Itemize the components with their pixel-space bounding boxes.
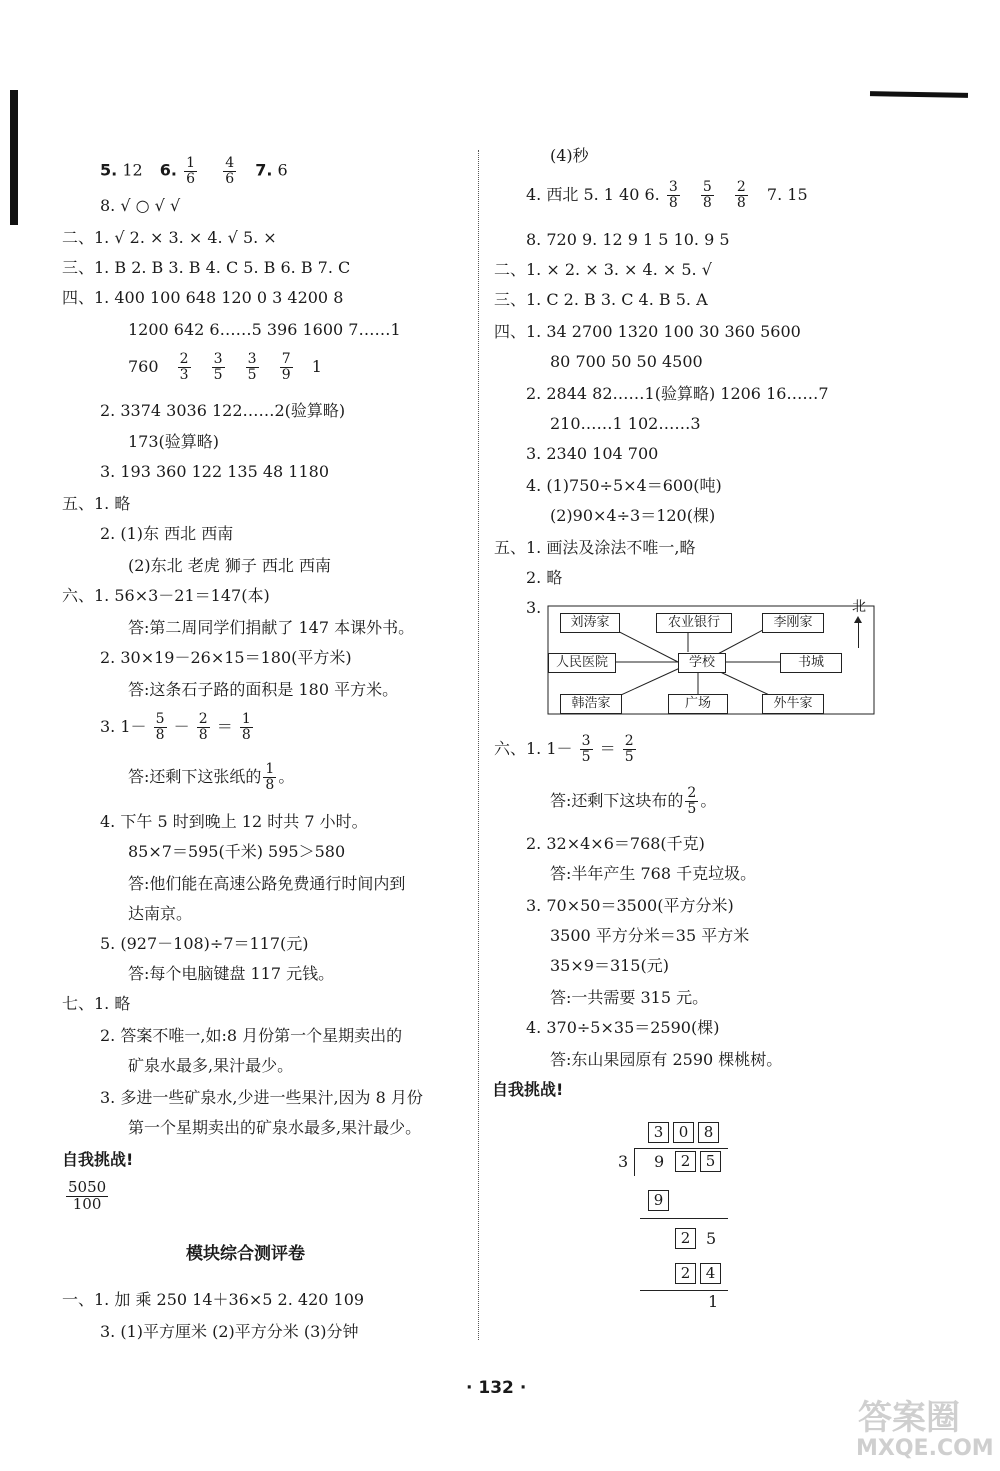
answer-line-r10: 3. 2340 104 700 [526, 444, 659, 463]
answer-line-l18: 3. 1－ $\frac{5}{8}$ － $\frac{2}{8}$ ＝ $\frac{1}{8}$ [100, 711, 251, 743]
column-divider [478, 150, 479, 1340]
item-number: 6. [159, 160, 177, 180]
answer-line-l10: 3. 193 360 122 135 48 1180 [100, 462, 330, 481]
fraction: $\frac{3}{8}$ [668, 179, 678, 211]
map-label-hospital: 人民医院 [548, 653, 616, 673]
answer-line-l19: 答:还剩下这张纸的 $\frac{1}{8}$ 。 [128, 761, 295, 793]
answer-line-r18: 2. 32×4×6＝768(千克) [526, 834, 705, 853]
self-challenge-heading-left: 自我挑战! [62, 1150, 134, 1169]
fraction: $\frac{1}{6}$ [186, 155, 195, 187]
fraction: $\frac{2}{5}$ [624, 733, 634, 765]
answer-line-r09: 210……1 102……3 [550, 414, 701, 433]
answer-line-l22: 答:他们能在高速公路免费通行时间内到 [128, 874, 406, 893]
answer-line-r20: 3. 70×50＝3500(平方分米) [526, 896, 734, 915]
fraction: $\frac{4}{6}$ [225, 155, 235, 187]
self-challenge-heading-right: 自我挑战! [492, 1080, 564, 1099]
answer-line-l12: 2. (1)东 西北 西南 [100, 524, 234, 543]
answer-line-l34: 3. (1)平方厘米 (2)平方分米 (3)分钟 [100, 1322, 359, 1341]
answer-line-l15: 答:第二周同学们捐献了 147 本课外书。 [128, 618, 415, 637]
answer-line-l07 [128, 352, 322, 382]
answer-line-l16: 2. 30×19－26×15＝180(平方米) [100, 648, 352, 667]
answer-line-l27: 2. 答案不唯一,如:8 月份第一个星期卖出的 [100, 1026, 403, 1045]
scan-mark-top-right [870, 91, 968, 98]
digit-box: 8 [698, 1122, 719, 1143]
answer-line-r17: 答:还剩下这块布的 $\frac{2}{5}$ 。 [550, 785, 717, 817]
answer-line-r15: 3. [526, 598, 542, 617]
answer-line-l28: 矿泉水最多,果汁最少。 [128, 1056, 294, 1075]
answer-line-r13: 五、1. 画法及涂法不唯一,略 [494, 538, 696, 557]
fraction: $\frac{3}{5}$ [247, 351, 257, 383]
watermark-site: MXQE.COM [856, 1436, 994, 1461]
map-label-waipo: 外牛家 [762, 694, 824, 714]
fraction: $\frac{5050}{100}$ [68, 1178, 107, 1213]
answer-line-r02: 4. 西北 5. 1 40 6. $\frac{3}{8}$ $\frac{5}{8}$ $\frac{2}{8}$ 7. 15 [526, 179, 808, 211]
answer-value: 1 [311, 357, 322, 377]
fraction: $\frac{2}{3}$ [179, 351, 189, 383]
map-label-ligang: 李刚家 [762, 613, 824, 633]
fraction: $\frac{3}{5}$ [213, 351, 223, 383]
fraction: $\frac{1}{8}$ [241, 711, 251, 743]
watermark-brand: 答案圈 [858, 1398, 960, 1438]
answer-line-l06: 1200 642 6……5 396 1600 7……1 [128, 320, 401, 339]
answer-line-r04: 二、1. × 2. × 3. × 4. × 5. √ [494, 260, 712, 279]
answer-line-l04: 三、1. B 2. B 3. B 4. C 5. B 6. B 7. C [62, 258, 351, 277]
north-arrow-head [854, 616, 862, 623]
long-division [612, 1118, 742, 1318]
answer-line-l13: (2)东北 老虎 狮子 西北 西南 [128, 556, 332, 575]
answer-line-r25: 答:东山果园原有 2590 棵桃树。 [550, 1050, 783, 1069]
answer-line-l05: 四、1. 400 100 648 120 0 3 4200 8 [62, 288, 344, 307]
map-diagram [540, 600, 880, 725]
map-label-square: 广场 [668, 694, 728, 714]
answer-line-r12: (2)90×4÷3＝120(棵) [550, 506, 716, 525]
answer-line-r24: 4. 370÷5×35＝2590(棵) [526, 1018, 720, 1037]
item-number: 7. [255, 160, 273, 180]
division-bar [634, 1148, 728, 1149]
map-label-school: 学校 [678, 653, 726, 673]
answer-line-r19: 答:半年产生 768 千克垃圾。 [550, 864, 757, 883]
answer-line-l01 [100, 156, 288, 186]
answer-line-l24: 5. (927－108)÷7＝117(元) [100, 934, 309, 953]
answer-line-l23: 达南京。 [128, 904, 193, 923]
map-label-bookcity: 书城 [780, 653, 842, 673]
digit-box: 5 [700, 1151, 721, 1172]
work-digit: 5 [706, 1229, 717, 1248]
answer-line-r07: 80 700 50 50 4500 [550, 352, 703, 371]
map-label-liutao: 刘涛家 [560, 613, 620, 633]
answer-line-l03: 二、1. √ 2. × 3. × 4. √ 5. × [62, 228, 277, 247]
answer-line-r05: 三、1. C 2. B 3. C 4. B 5. A [494, 290, 708, 309]
dividend-digit: 9 [654, 1152, 665, 1171]
answer-value: 760 [128, 357, 159, 377]
digit-box: 2 [675, 1151, 696, 1172]
digit-box: 2 [675, 1228, 696, 1249]
fraction: $\frac{5}{8}$ [155, 711, 165, 743]
page-number: · 132 · [466, 1378, 527, 1398]
digit-box: 2 [675, 1263, 696, 1284]
answer-line-r08: 2. 2844 82……1(验算略) 1206 16……7 [526, 384, 829, 403]
map-label-hanhao: 韩浩家 [560, 694, 622, 714]
fraction: $\frac{1}{8}$ [265, 761, 275, 793]
fraction: $\frac{2}{8}$ [736, 179, 746, 211]
answer-line-r03: 8. 720 9. 12 9 1 5 10. 9 5 [526, 230, 730, 249]
answer-line-l26: 七、1. 略 [62, 994, 131, 1013]
subtraction-line [640, 1290, 728, 1291]
answer-line-l08: 2. 3374 3036 122……2(验算略) [100, 401, 346, 420]
fraction: $\frac{2}{5}$ [687, 785, 697, 817]
fraction: $\frac{3}{5}$ [581, 733, 591, 765]
answer-line-l25: 答:每个电脑键盘 117 元钱。 [128, 964, 335, 983]
answer-line-l21: 85×7＝595(千米) 595＞580 [128, 842, 346, 861]
answer-line-r01: (4)秒 [550, 146, 589, 165]
item-number: 5. [100, 160, 118, 180]
subtraction-line [640, 1218, 728, 1219]
answer-line-r11: 4. (1)750÷5×4＝600(吨) [526, 476, 722, 495]
answer-line-r16: 六、1. 1－ $\frac{3}{5}$ ＝ $\frac{2}{5}$ [494, 733, 634, 765]
answer-line-r22: 35×9＝315(元) [550, 956, 669, 975]
answer-line-r06: 四、1. 34 2700 1320 100 30 360 5600 [494, 322, 801, 341]
answer-line-l32 [64, 1180, 110, 1213]
scan-mark-left [10, 90, 18, 225]
fraction: $\frac{2}{8}$ [198, 711, 208, 743]
answer-line-r23: 答:一共需要 315 元。 [550, 988, 709, 1007]
digit-box: 9 [648, 1190, 669, 1211]
fraction: $\frac{7}{9}$ [281, 351, 291, 383]
answer-line-l02: 8. √ ○ √ √ [100, 196, 181, 215]
answer-line-l33: 一、1. 加 乘 250 14＋36×5 2. 420 109 [62, 1290, 365, 1309]
answer-line-l29: 3. 多进一些矿泉水,少进一些果汁,因为 8 月份 [100, 1088, 423, 1107]
answer-line-l11: 五、1. 略 [62, 494, 131, 513]
answer-line-l20: 4. 下午 5 时到晚上 12 时共 7 小时。 [100, 812, 368, 831]
answer-line-l17: 答:这条石子路的面积是 180 平方米。 [128, 680, 399, 699]
remainder: 1 [708, 1292, 719, 1311]
north-label: 北 [852, 599, 866, 615]
answer-value: 6 [277, 160, 288, 180]
answer-line-l09: 173(验算略) [128, 432, 220, 451]
answer-value: 12 [122, 160, 143, 180]
fraction: $\frac{5}{8}$ [702, 179, 712, 211]
division-bracket [634, 1148, 635, 1176]
answer-line-l14: 六、1. 56×3－21＝147(本) [62, 586, 270, 605]
digit-box: 3 [648, 1122, 669, 1143]
digit-box: 4 [700, 1263, 721, 1284]
answer-line-r21: 3500 平方分米＝35 平方米 [550, 926, 750, 945]
section-title: 模块综合测评卷 [186, 1244, 305, 1264]
map-label-nongye: 农业银行 [656, 613, 732, 633]
answer-line-l30: 第一个星期卖出的矿泉水最多,果汁最少。 [128, 1118, 422, 1137]
divisor: 3 [618, 1152, 629, 1171]
digit-box: 0 [673, 1122, 694, 1143]
answer-line-r14: 2. 略 [526, 568, 563, 587]
